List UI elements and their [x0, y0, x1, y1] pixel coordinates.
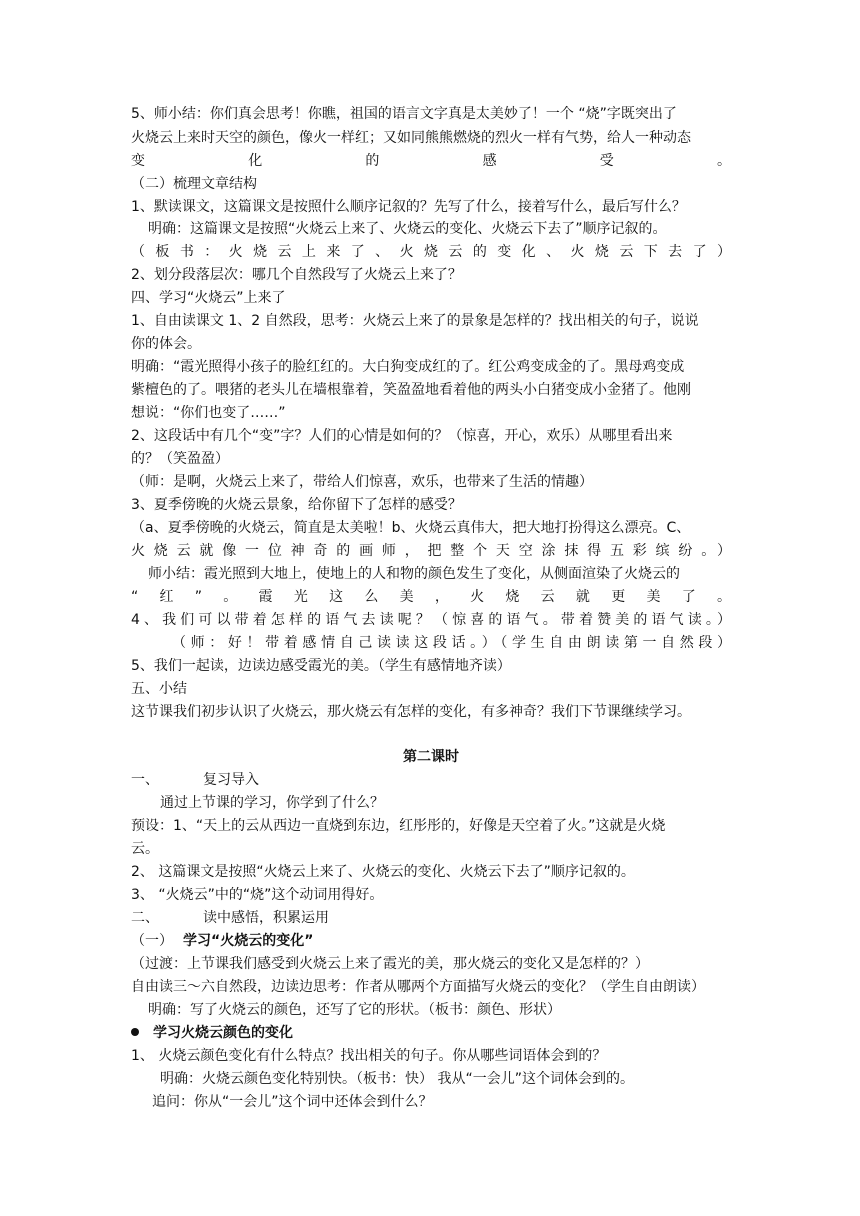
bullet-text: 学习火烧云颜色的变化 [153, 1025, 293, 1041]
subsection-title: 学习“火烧云的变化” [183, 933, 314, 949]
paragraph-line: 这节课我们初步认识了火烧云，那火烧云有怎样的变化，有多神奇？我们下节课继续学习。 [131, 704, 691, 720]
paragraph-line: 想说：“你们也变了……” [131, 405, 286, 421]
paragraph-line-justified: 4、我们可以带着怎样的语气去读呢？（惊喜的语气。带着赞美的语气读。） [131, 612, 731, 628]
numbered-heading [131, 770, 731, 790]
paragraph-line: 3、 “火烧云”中的“烧”这个动词用得好。 [131, 887, 384, 903]
paragraph-line: （过渡：上节课我们感受到火烧云上来了霞光的美，那火烧云的变化又是怎样的？） [131, 956, 649, 972]
paragraph-line: 1、自由读课文 1、2 自然段，思考：火烧云上来了的景象是怎样的？找出相关的句子，说说 [131, 313, 699, 329]
paragraph-line: 的？（笑盈盈） [131, 451, 229, 467]
paragraph-line: 1、默读课文，这篇课文是按照什么顺序记叙的？先写了什么，接着写什么，最后写什么？ [131, 199, 686, 215]
paragraph-line: 3、夏季傍晚的火烧云景象，给你留下了怎样的感受？ [131, 497, 462, 513]
heading-text: 复习导入 [203, 772, 259, 788]
heading-number: 二、 [131, 910, 159, 926]
paragraph-line: 2、划分段落层次：哪几个自然段写了火烧云上来了？ [131, 267, 462, 283]
paragraph-line: 预设：1、“天上的云从西边一直烧到东边，红彤彤的，好像是天空着了火。”这就是火烧 [131, 818, 666, 834]
section-heading: 五、小结 [131, 681, 187, 697]
paragraph-line: 5、师小结：你们真会思考！你瞧，祖国的语言文字真是太美妙了！一个 “烧”字既突出了 [131, 106, 677, 122]
paragraph-line: 明确：写了火烧云的颜色，还写了它的形状。（板书：颜色、形状） [148, 1002, 561, 1018]
paragraph-line-justified: （师：好！带着感情自己读读这段话。）（学生自由朗读第一自然段） [172, 635, 731, 651]
paragraph-line: 追问：你从“一会儿”这个词中还体会到什么？ [152, 1094, 433, 1110]
paragraph-line: 紫檀色的了。喂猪的老头儿在墙根靠着，笑盈盈地看着他的两头小白猪变成小金猪了。他刚 [131, 382, 691, 398]
paragraph-line: 火烧云上来时天空的颜色，像火一样红；又如同熊熊燃烧的烈火一样有气势，给人一种动态 [131, 130, 691, 146]
section-heading: （二）梳理文章结构 [131, 176, 257, 192]
paragraph-line: 明确：这篇课文是按照“火烧云上来了、火烧云的变化、火烧云下去了”顺序记叙的。 [148, 221, 667, 237]
paragraph-line: 2、 这篇课文是按照“火烧云上来了、火烧云的变化、火烧云下去了”顺序记叙的。 [131, 864, 635, 880]
paragraph-line: （师：是啊，火烧云上来了，带给人们惊喜，欢乐，也带来了生活的情趣） [131, 474, 593, 490]
paragraph-line: 师小结：霞光照到大地上，使地上的人和物的颜色发生了变化，从侧面渲染了火烧云的 [148, 566, 680, 582]
paragraph-line: 1、 火烧云颜色变化有什么特点？找出相关的句子。你从哪些词语体会到的？ [131, 1048, 607, 1064]
numbered-heading [131, 908, 731, 928]
heading-number: 一、 [131, 772, 159, 788]
subsection-heading [131, 931, 731, 951]
bullet-heading [131, 1023, 731, 1043]
subsection-number: （一） [131, 933, 173, 949]
paragraph-line-justified: 火烧云就像一位神奇的画师，把整个天空涂抹得五彩缤纷。） [131, 543, 731, 559]
paragraph-line-justified: 变化的感受。 [131, 153, 731, 169]
paragraph-line: 自由读三～六自然段，边读边思考：作者从哪两个方面描写火烧云的变化？（学生自由朗读） [131, 979, 705, 995]
bullet-icon [131, 1028, 139, 1036]
paragraph-line: 2、这段话中有几个“变”字？人们的心情是如何的？（惊喜，开心，欢乐）从哪里看出来 [131, 428, 673, 444]
paragraph-line: 明确：火烧云颜色变化特别快。（板书：快） 我从“一会儿”这个词体会到的。 [160, 1071, 634, 1087]
paragraph-line: 明确：“霞光照得小孩子的脸红红的。大白狗变成红的了。红公鸡变成金的了。黑母鸡变成 [131, 359, 685, 375]
paragraph-line: 5、我们一起读，边读边感受霞光的美。（学生有感情地齐读） [131, 658, 511, 674]
paragraph-line: 通过上节课的学习，你学到了什么？ [160, 795, 384, 811]
blackboard-note: （板书：火烧云上来了、火烧云的变化、火烧云下去了） [131, 244, 731, 260]
lesson-title: 第二课时 [403, 749, 459, 765]
paragraph-line: 你的体会。 [131, 336, 201, 352]
heading-text: 读中感悟，积累运用 [203, 910, 329, 926]
paragraph-line: （a、夏季傍晚的火烧云，简直是太美啦！b、火烧云真伟大，把大地打扮得这么漂亮。C、 [131, 520, 691, 536]
paragraph-line-justified: “红”。霞光这么美，火烧云就更美了。 [131, 589, 731, 605]
paragraph-line: 云。 [131, 841, 159, 857]
section-heading: 四、学习“火烧云”上来了 [131, 290, 286, 306]
